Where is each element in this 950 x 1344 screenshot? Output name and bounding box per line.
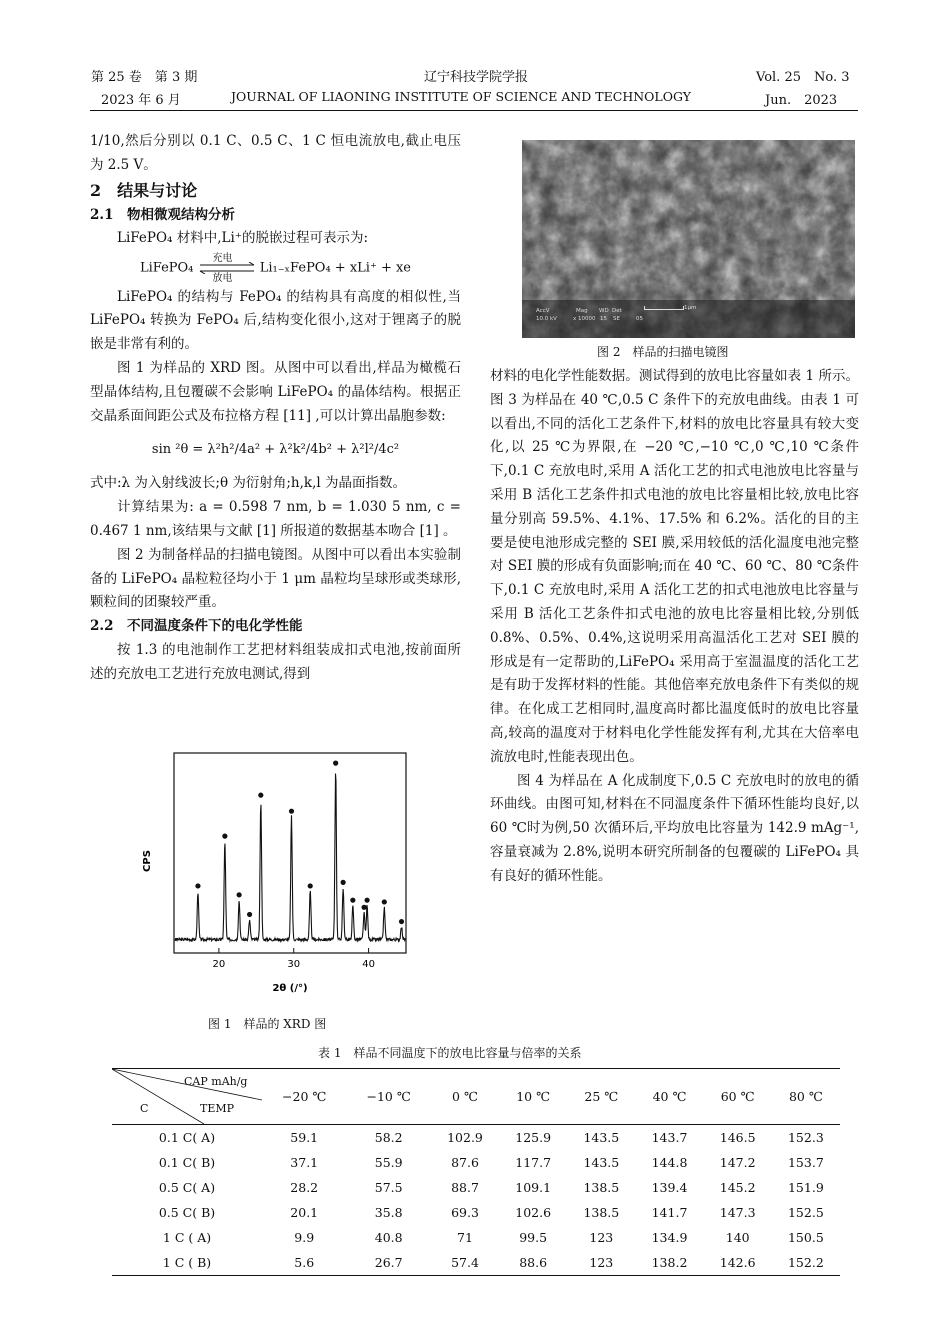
table-cell: 123 (589, 1230, 614, 1245)
subsection-heading: 2.2 不同温度条件下的电化学性能 (90, 618, 303, 635)
table-cell: 144.8 (651, 1155, 688, 1170)
table-cell: 20.1 (290, 1205, 319, 1220)
row-label: 0.5 C( B) (158, 1205, 216, 1220)
corner-cap-label: CAP mAh/g (184, 1075, 248, 1088)
table-cell: 35.8 (374, 1205, 403, 1220)
header-journal-cn: 辽宁科技学院学报 (424, 70, 529, 85)
table-row (112, 1225, 840, 1250)
table-cell: 55.9 (374, 1155, 403, 1170)
eq-left: LiFePO₄ (139, 260, 194, 276)
section-heading: 2 结果与讨论 (90, 180, 198, 200)
table-cell: 123 (589, 1255, 614, 1270)
table-cell: 152.5 (787, 1205, 824, 1220)
table-cell: 26.7 (374, 1255, 403, 1270)
header-date-en: Jun. 2023 (765, 93, 838, 108)
table-row (112, 1150, 840, 1175)
equation-bragg: sin ²θ = λ²h²/4a² + λ²k²/4b² + λ²l²/4c² (151, 442, 400, 458)
table-cell: 138.5 (583, 1205, 620, 1220)
table-cell: 69.3 (451, 1205, 479, 1220)
row-label: 0.5 C( A) (158, 1180, 216, 1195)
peak-marker (195, 883, 200, 888)
table-cell: 102.6 (515, 1205, 552, 1220)
peak-marker (364, 898, 369, 903)
table-cell: 59.1 (290, 1130, 319, 1145)
table-cell: 28.2 (290, 1180, 319, 1195)
table-row (112, 1250, 840, 1276)
table-cell: 151.9 (787, 1180, 824, 1195)
table-cell: 142.6 (719, 1255, 756, 1270)
peak-marker (289, 809, 294, 814)
table-cell: 153.7 (787, 1155, 824, 1170)
table-column-header: 40 ℃ (635, 1069, 703, 1125)
table1 (112, 1068, 840, 1276)
eq-charge-label: 充电 (212, 253, 233, 265)
table-cell: 99.5 (519, 1230, 548, 1245)
table-cell: 146.5 (719, 1130, 756, 1145)
table-row (112, 1175, 840, 1200)
table-cell: 152.2 (787, 1255, 824, 1270)
x-tick-label: 20 (212, 959, 226, 970)
table-cell: 117.7 (515, 1155, 552, 1170)
header-vol-issue-en: Vol. 25 No. 3 (756, 70, 850, 85)
xrd-chart (132, 751, 420, 1013)
peak-marker (350, 898, 355, 903)
left-column (90, 130, 461, 687)
right-column (490, 365, 859, 889)
table-cell: 71 (457, 1230, 473, 1245)
peak-marker (258, 793, 263, 798)
table-row (112, 1125, 840, 1151)
table-cell: 145.2 (719, 1180, 756, 1195)
table-column-header: −10 ℃ (346, 1069, 430, 1125)
peak-marker (247, 912, 252, 917)
scale-bar (644, 306, 684, 310)
row-label: 0.1 C( B) (158, 1155, 216, 1170)
peak-marker (361, 905, 366, 910)
table-cell: 88.7 (451, 1180, 479, 1195)
table-cell: 5.6 (294, 1255, 315, 1270)
table-cell: 143.5 (583, 1155, 620, 1170)
peak-marker (308, 883, 313, 888)
paragraph: LiFePO₄ 材料中,Li⁺的脱嵌过程可表示为: (117, 230, 369, 247)
paragraph: 式中:λ 为入射线波长;θ 为衍射角;h,k,l 为晶面指数。 (90, 475, 406, 492)
eq-arrows (198, 253, 256, 283)
table-column-header: 80 ℃ (772, 1069, 840, 1125)
table-column-header: 25 ℃ (567, 1069, 635, 1125)
corner-temp-label: TEMP (200, 1102, 235, 1115)
y-axis-label: CPS (142, 850, 153, 872)
paragraph: 图 1 为样品的 XRD 图。从图中可以看出,样品为橄榄石型晶体结构,且包覆碳不会影响 LiFePO₄ 的晶体结构。根据正交晶系面间距公式及布拉格方程 [11] ,可以计算出晶胞参数: (90, 360, 461, 424)
header-rule (90, 110, 858, 111)
paragraph: 计算结果为: a = 0.598 7 nm, b = 1.030 5 nm, c = 0.467 1 nm,该结果与文献 [1] 所报道的数据基本吻合 [1] 。 (90, 499, 461, 540)
table-cell: 138.5 (583, 1180, 620, 1195)
table1-caption: 表 1 样品不同温度下的放电比容量与倍率的关系 (318, 1046, 582, 1060)
table-column-header: 60 ℃ (704, 1069, 772, 1125)
corner-c-label: C (140, 1102, 149, 1115)
table-cell: 141.7 (651, 1205, 688, 1220)
paragraph: 按 1.3 的电池制作工艺把材料组装成扣式电池,按前面所述的充放电工艺进行充放电测试,得到 (90, 642, 461, 682)
table-corner-cell (112, 1069, 262, 1125)
x-tick-label: 30 (287, 959, 301, 970)
peak-marker (222, 834, 227, 839)
table-cell: 88.6 (519, 1255, 548, 1270)
x-axis-label: 2θ (/°) (272, 983, 308, 994)
table-row (112, 1200, 840, 1225)
header-journal-en: JOURNAL OF LIAONING INSTITUTE OF SCIENCE AND TECHNOLOGY (231, 89, 691, 104)
table-column-header: −20 ℃ (262, 1069, 346, 1125)
table-cell: 102.9 (447, 1130, 483, 1145)
table-column-header: 10 ℃ (499, 1069, 567, 1125)
fig1-caption: 图 1 样品的 XRD 图 (208, 1017, 327, 1031)
equation-reaction (90, 253, 461, 284)
table-cell: 139.4 (651, 1180, 688, 1195)
header-date-cn: 2023 年 6 月 (101, 93, 181, 108)
row-label: 0.1 C( A) (158, 1130, 216, 1145)
table-cell: 58.2 (374, 1130, 403, 1145)
table-cell: 150.5 (787, 1230, 824, 1245)
table-column-header: 0 ℃ (431, 1069, 499, 1125)
peak-marker (399, 919, 404, 924)
table-cell: 138.2 (651, 1255, 688, 1270)
table-cell: 140 (725, 1230, 750, 1245)
row-label: 1 C ( B) (162, 1255, 212, 1270)
table-cell: 40.8 (374, 1230, 403, 1245)
table-cell: 143.5 (583, 1130, 620, 1145)
table-cell: 57.4 (451, 1255, 479, 1270)
table-cell: 143.7 (651, 1130, 688, 1145)
table-cell: 9.9 (294, 1230, 315, 1245)
peak-marker (382, 899, 387, 904)
paragraph: 图 4 为样品在 A 化成制度下,0.5 C 充放电时的放电的循环曲线。由图可知,材料在不同温度条件下循环性能均良好,以 60 ℃时为例,50 次循环后,平均放电比容量为 142.9 mAg⁻¹,容量衰减为 2.8%,说明本研究所制备的包覆碳的 LiFePO₄ 具有良好的循环性能。 (490, 772, 859, 884)
row-label: 1 C ( A) (162, 1230, 212, 1245)
table-header-row (112, 1069, 840, 1125)
table-cell: 147.2 (719, 1155, 756, 1170)
table-cell: 134.9 (651, 1230, 688, 1245)
paragraph: 图 2 为制备样品的扫描电镜图。从图中可以看出本实验制备的 LiFePO₄ 晶粒粒径均小于 1 μm 晶粒均呈球形或类球形,颗粒间的团聚较严重。 (90, 546, 461, 611)
sem-image: AccV Mag WD Det 1μm 10.0 kV x 10000 15 SE 05 (522, 140, 855, 338)
peak-marker (333, 761, 338, 766)
peak-marker (237, 892, 242, 897)
paragraph: LiFePO₄ 的结构与 FePO₄ 的结构具有高度的相似性,当 LiFePO₄ 转换为 FePO₄ 后,结构变化很小,这对于锂离子的脱嵌是非常有利的。 (90, 288, 461, 353)
x-tick-label: 40 (362, 959, 375, 970)
paragraph: 1/10,然后分别以 0.1 C、0.5 C、1 C 恒电流放电,截止电压为 2.5 V。 (90, 133, 461, 173)
eq-right: Li₁₋ₓFePO₄ + xLi⁺ + xe (259, 260, 412, 276)
fig2-caption: 图 2 样品的扫描电镜图 (597, 345, 729, 359)
header-vol-issue-cn: 第 25 卷 第 3 期 (91, 70, 198, 85)
subsection-heading: 2.1 物相微观结构分析 (90, 206, 235, 223)
xrd-series-line (175, 774, 406, 942)
table-cell: 109.1 (515, 1180, 552, 1195)
peak-marker (341, 880, 346, 885)
eq-discharge-label: 放电 (212, 273, 233, 285)
paragraph: 材料的电化学性能数据。测试得到的放电比容量如表 1 所示。图 3 为样品在 40 ℃,0.5 C 条件下的充放电曲线。由表 1 可以看出,不同的活化工艺条件下,材料的放电比容量具有较大变化,以 25 ℃为界限,在 −20 ℃,−10 ℃,0 ℃,10 ℃条件下,0.1 C 充放电时,采用 A 活化工艺的扣式电池放电比容量与采用 B 活化工艺条件扣式电池的放电比容量相比较,放电比容量分别高 59.5%、4.1%、17.5% 和 6.2%。活化的目的主要是使电池形成完整的 SEI 膜,采用较低的活化温度电池完整对 SEI 膜的形成有负面影响;而在 40 ℃、60 ℃、80 ℃条件下,0.1 C 充放电时,采用 A 活化工艺的扣式电池放电比容量与采用 B 活化工艺条件扣式电池的放电比容量相比较,分别低 0.8%、0.5%、0.4%,这说明采用高温活化工艺对 SEI 膜的形成是有一定帮助的,LiFePO₄ 采用高于室温温度的活化工艺是有助于发挥材料的性能。其他倍率充放电条件下有类似的规律。在化成工艺相同时,温度高时都比温度低时的放电比容量高,较高的温度对于材料电化学性能发挥有利,尤其在大倍率电流放电时,性能表现出色。 (490, 368, 859, 765)
table-cell: 152.3 (787, 1130, 824, 1145)
table-cell: 147.3 (719, 1205, 756, 1220)
table-cell: 57.5 (374, 1180, 403, 1195)
table-cell: 125.9 (515, 1130, 552, 1145)
table-cell: 87.6 (451, 1155, 479, 1170)
table-cell: 37.1 (290, 1155, 319, 1170)
